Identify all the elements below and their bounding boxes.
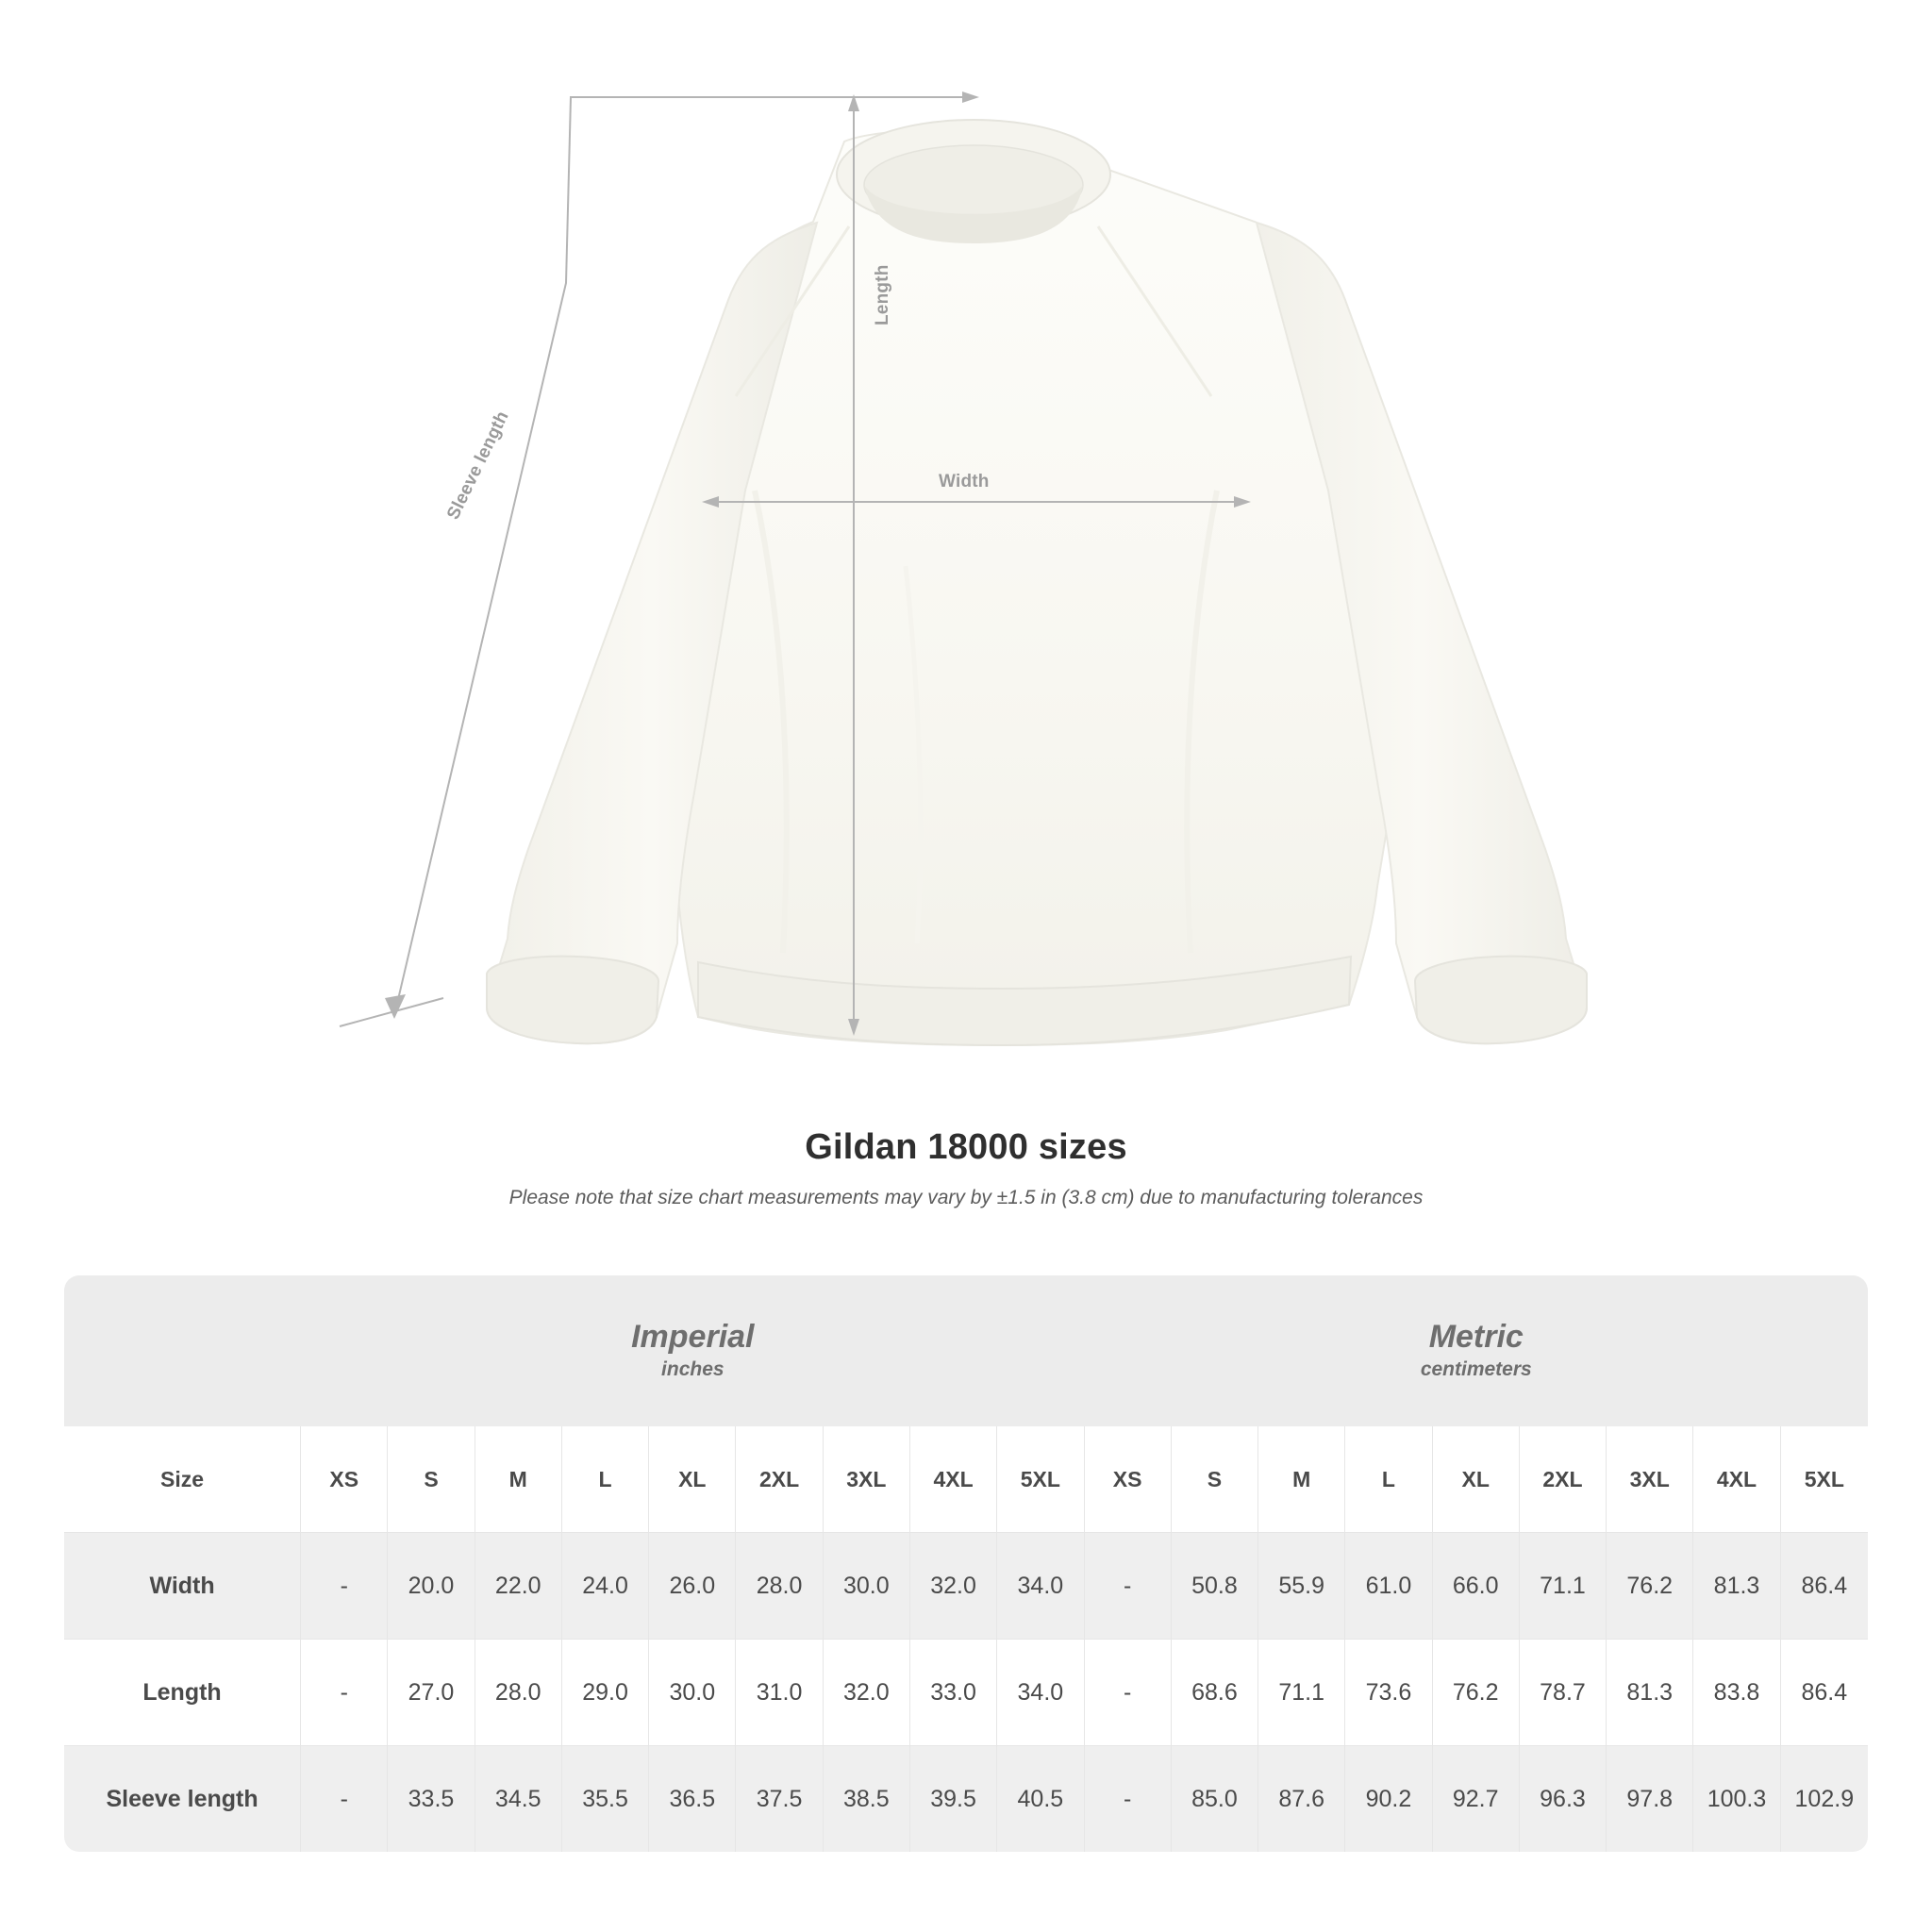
cell-length-imperial-l: 29.0: [562, 1639, 649, 1745]
size-col-imperial-s: S: [388, 1426, 475, 1532]
width-measure-label: Width: [939, 472, 990, 491]
cell-width-imperial-s: 20.0: [388, 1532, 475, 1639]
cell-length-imperial-4xl: 33.0: [910, 1639, 997, 1745]
cell-width-imperial-4xl: 32.0: [910, 1532, 997, 1639]
cell-width-metric-2xl: 71.1: [1520, 1532, 1607, 1639]
cell-width-metric-xs: -: [1085, 1532, 1172, 1639]
cell-width-imperial-m: 22.0: [475, 1532, 562, 1639]
cell-width-metric-m: 55.9: [1258, 1532, 1345, 1639]
row-label-sleeve-length: Sleeve length: [64, 1745, 301, 1852]
size-col-metric-4xl: 4XL: [1693, 1426, 1780, 1532]
size-header-row: [64, 1426, 1868, 1532]
cell-length-imperial-3xl: 32.0: [824, 1639, 910, 1745]
cell-sleeve-metric-xs: -: [1085, 1745, 1172, 1852]
size-col-imperial-3xl: 3XL: [824, 1426, 910, 1532]
cell-length-imperial-m: 28.0: [475, 1639, 562, 1745]
cell-length-imperial-2xl: 31.0: [736, 1639, 823, 1745]
size-col-imperial-4xl: 4XL: [910, 1426, 997, 1532]
size-header-cell: Size: [64, 1426, 301, 1532]
size-col-metric-s: S: [1172, 1426, 1258, 1532]
cell-sleeve-imperial-s: 33.5: [388, 1745, 475, 1852]
cell-width-imperial-xs: -: [301, 1532, 388, 1639]
cell-sleeve-metric-m: 87.6: [1258, 1745, 1345, 1852]
size-col-metric-xl: XL: [1433, 1426, 1520, 1532]
size-col-metric-xs: XS: [1085, 1426, 1172, 1532]
cell-width-imperial-5xl: 34.0: [997, 1532, 1084, 1639]
table-row: [64, 1745, 1868, 1852]
size-col-imperial-l: L: [562, 1426, 649, 1532]
cell-sleeve-metric-4xl: 100.3: [1693, 1745, 1780, 1852]
cell-width-metric-3xl: 76.2: [1607, 1532, 1693, 1639]
cell-sleeve-imperial-m: 34.5: [475, 1745, 562, 1852]
cell-sleeve-metric-3xl: 97.8: [1607, 1745, 1693, 1852]
cell-sleeve-imperial-xl: 36.5: [649, 1745, 736, 1852]
cell-width-metric-xl: 66.0: [1433, 1532, 1520, 1639]
cell-width-metric-l: 61.0: [1345, 1532, 1432, 1639]
cell-sleeve-metric-l: 90.2: [1345, 1745, 1432, 1852]
size-col-imperial-xl: XL: [649, 1426, 736, 1532]
table-row: [64, 1532, 1868, 1639]
cell-width-metric-s: 50.8: [1172, 1532, 1258, 1639]
cell-width-imperial-3xl: 30.0: [824, 1532, 910, 1639]
cell-sleeve-imperial-l: 35.5: [562, 1745, 649, 1852]
cell-length-imperial-5xl: 34.0: [997, 1639, 1084, 1745]
cell-length-metric-xs: -: [1085, 1639, 1172, 1745]
cell-sleeve-imperial-2xl: 37.5: [736, 1745, 823, 1852]
unit-header-row: [64, 1275, 1868, 1426]
cell-sleeve-metric-2xl: 96.3: [1520, 1745, 1607, 1852]
size-table: [64, 1275, 1868, 1852]
tolerance-note: Please note that size chart measurements may vary by ±1.5 in (3.8 cm) due to manufacturing tolerances: [508, 1187, 1424, 1208]
cell-sleeve-imperial-xs: -: [301, 1745, 388, 1852]
unit-group-metric-name: Metric: [1428, 1318, 1524, 1355]
cell-width-imperial-xl: 26.0: [649, 1532, 736, 1639]
cell-sleeve-imperial-3xl: 38.5: [824, 1745, 910, 1852]
title-block: [0, 1127, 1932, 1209]
cell-sleeve-metric-xl: 92.7: [1433, 1745, 1520, 1852]
cell-sleeve-imperial-5xl: 40.5: [997, 1745, 1084, 1852]
cell-width-metric-5xl: 86.4: [1781, 1532, 1868, 1639]
cell-width-metric-4xl: 81.3: [1693, 1532, 1780, 1639]
unit-group-metric: [1085, 1275, 1868, 1426]
cell-sleeve-imperial-4xl: 39.5: [910, 1745, 997, 1852]
size-col-metric-3xl: 3XL: [1607, 1426, 1693, 1532]
unit-header-spacer: [64, 1275, 301, 1426]
cell-length-metric-l: 73.6: [1345, 1639, 1432, 1745]
cell-length-metric-s: 68.6: [1172, 1639, 1258, 1745]
size-col-imperial-m: M: [475, 1426, 562, 1532]
size-col-metric-m: M: [1258, 1426, 1345, 1532]
cell-length-imperial-s: 27.0: [388, 1639, 475, 1745]
cell-length-metric-m: 71.1: [1258, 1639, 1345, 1745]
row-label-width: Width: [64, 1532, 301, 1639]
cell-sleeve-metric-5xl: 102.9: [1781, 1745, 1868, 1852]
cell-length-imperial-xs: -: [301, 1639, 388, 1745]
page-title: Gildan 18000 sizes: [805, 1127, 1127, 1167]
cell-length-metric-5xl: 86.4: [1781, 1639, 1868, 1745]
size-col-imperial-2xl: 2XL: [736, 1426, 823, 1532]
size-col-metric-5xl: 5XL: [1781, 1426, 1868, 1532]
unit-group-imperial: [301, 1275, 1084, 1426]
size-table-container: [64, 1275, 1868, 1852]
unit-group-imperial-sub: inches: [661, 1357, 724, 1380]
cell-length-metric-2xl: 78.7: [1520, 1639, 1607, 1745]
cell-length-metric-xl: 76.2: [1433, 1639, 1520, 1745]
size-col-imperial-xs: XS: [301, 1426, 388, 1532]
row-label-length: Length: [64, 1639, 301, 1745]
sleeve-length-measure-label: Sleeve length: [443, 408, 513, 524]
size-col-metric-l: L: [1345, 1426, 1432, 1532]
cell-length-imperial-xl: 30.0: [649, 1639, 736, 1745]
cell-width-imperial-l: 24.0: [562, 1532, 649, 1639]
length-measure-label: Length: [873, 264, 892, 325]
unit-group-metric-sub: centimeters: [1420, 1357, 1532, 1380]
size-col-metric-2xl: 2XL: [1520, 1426, 1607, 1532]
unit-group-imperial-name: Imperial: [631, 1318, 755, 1355]
table-row: [64, 1639, 1868, 1745]
cell-width-imperial-2xl: 28.0: [736, 1532, 823, 1639]
cell-length-metric-3xl: 81.3: [1607, 1639, 1693, 1745]
cell-length-metric-4xl: 83.8: [1693, 1639, 1780, 1745]
size-col-imperial-5xl: 5XL: [997, 1426, 1084, 1532]
cell-sleeve-metric-s: 85.0: [1172, 1745, 1258, 1852]
